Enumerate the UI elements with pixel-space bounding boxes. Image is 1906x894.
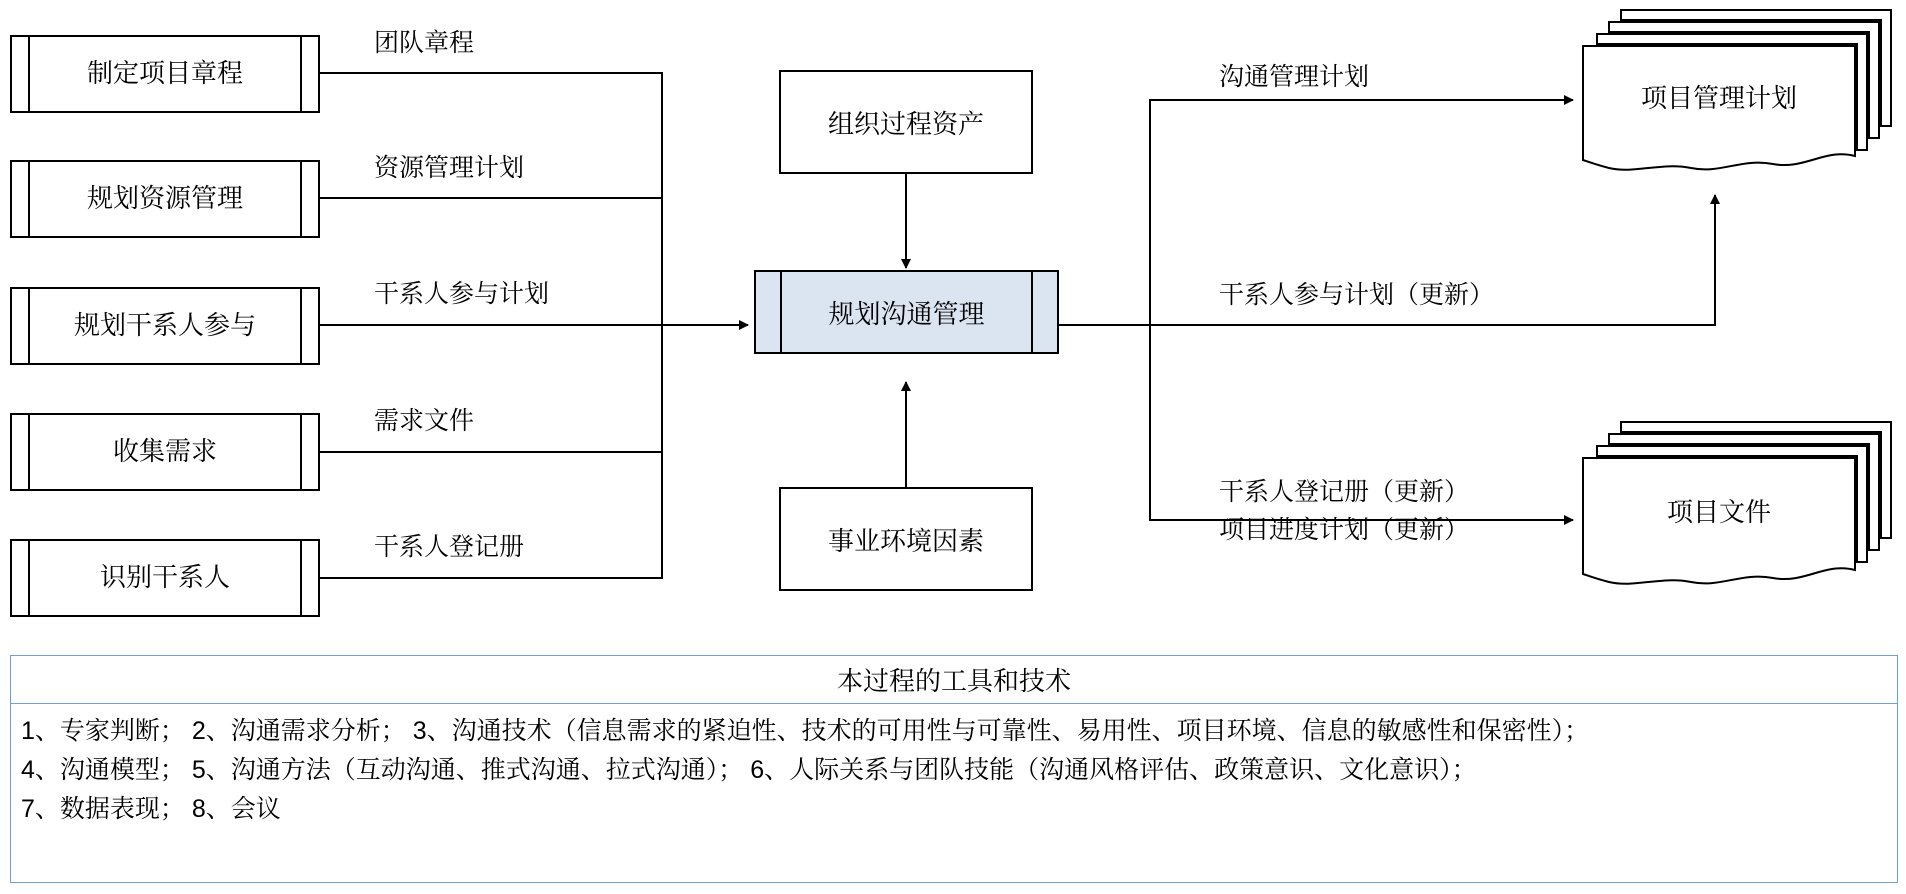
output-doc-project-documents[interactable] — [1573, 420, 1893, 600]
process-box-1[interactable] — [10, 35, 320, 113]
process-box-label: 规划干系人参与 — [73, 310, 256, 341]
process-box-3[interactable] — [10, 287, 320, 365]
center-process-plan-communications[interactable] — [754, 270, 1059, 354]
process-box-2[interactable] — [10, 160, 320, 238]
context-box-eef[interactable]: 事业环境因素 — [779, 487, 1033, 591]
process-box-right-bar — [300, 541, 318, 615]
context-box-opa[interactable]: 组织过程资产 — [779, 70, 1033, 174]
process-box-label: 规划资源管理 — [86, 183, 243, 214]
edge-label-stakeholder-plan-update: 干系人参与计划（更新） — [1219, 281, 1495, 309]
tools-panel-line-1: 1、专家判断； 2、沟通需求分析； 3、沟通技术（信息需求的紧迫性、技术的可用性与可靠性、易用性、项目环境、信息的敏感性和保密性）； — [21, 717, 1590, 745]
process-box-left-bar — [12, 289, 30, 363]
edge-label-stakeholder-register: 干系人登记册 — [374, 533, 525, 561]
output-doc-label: 项目文件 — [1666, 496, 1771, 527]
center-process-left-bar — [756, 272, 782, 352]
process-box-right-bar — [300, 37, 318, 111]
process-box-left-bar — [12, 162, 30, 236]
tools-panel-line-3: 7、数据表现； 8、会议 — [21, 794, 281, 823]
tools-panel-title: 本过程的工具和技术 — [11, 656, 1897, 704]
edge-label-stakeholder-register-update: 干系人登记册（更新） — [1219, 478, 1470, 506]
output-doc-project-management-plan[interactable] — [1573, 8, 1893, 178]
process-box-left-bar — [12, 541, 30, 615]
process-box-label: 收集需求 — [112, 436, 217, 467]
edge-label-resource-plan: 资源管理计划 — [374, 154, 525, 182]
process-box-right-bar — [300, 162, 318, 236]
process-box-label: 识别干系人 — [99, 562, 230, 593]
edge-label-communications-plan: 沟通管理计划 — [1219, 63, 1370, 91]
edge-label-stakeholder-plan: 干系人参与计划 — [374, 280, 550, 308]
edge-label-requirements-doc: 需求文件 — [374, 407, 475, 435]
process-box-left-bar — [12, 415, 30, 489]
tools-and-techniques-panel — [10, 655, 1898, 883]
process-box-label: 制定项目章程 — [86, 58, 243, 89]
tools-panel-line-2: 4、沟通模型； 5、沟通方法（互动沟通、推式沟通、拉式沟通）； 6、人际关系与团队技能（沟通风格评估、政策意识、文化意识）； — [21, 755, 1477, 784]
process-box-4[interactable] — [10, 413, 320, 491]
edge-label-schedule-update: 项目进度计划（更新） — [1219, 516, 1470, 544]
center-process-label: 规划沟通管理 — [828, 298, 985, 329]
edge-label-team-charter: 团队章程 — [374, 29, 475, 57]
process-box-left-bar — [12, 37, 30, 111]
output-doc-label: 项目管理计划 — [1640, 82, 1797, 113]
process-box-5[interactable] — [10, 539, 320, 617]
process-box-right-bar — [300, 289, 318, 363]
process-box-right-bar — [300, 415, 318, 489]
center-process-right-bar — [1031, 272, 1057, 352]
tools-panel-body — [11, 704, 1897, 834]
